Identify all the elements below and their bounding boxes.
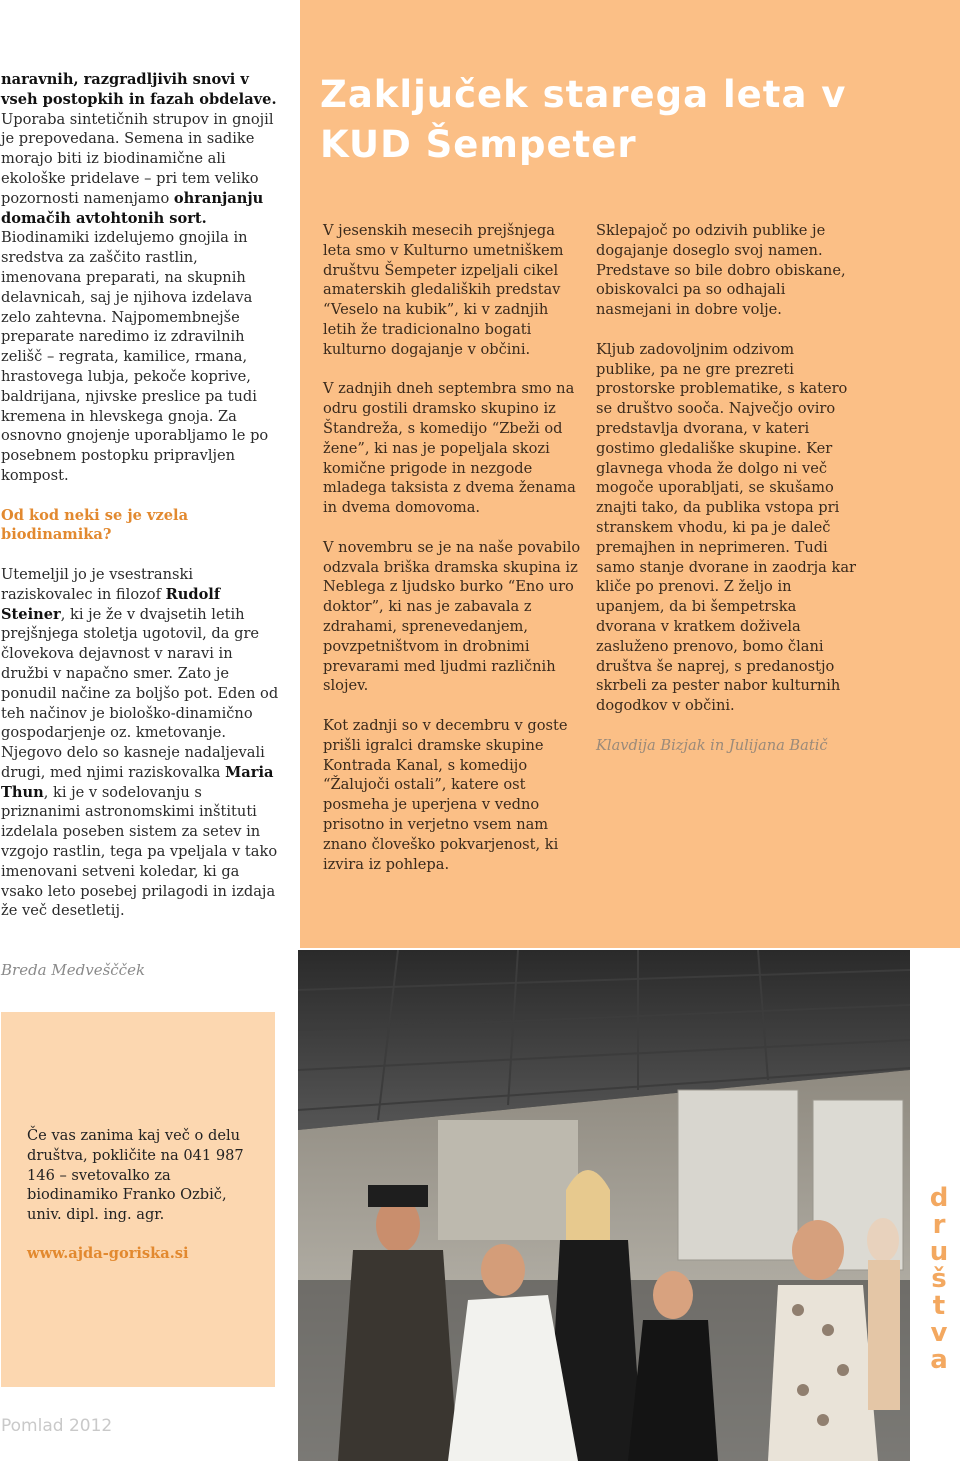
body-text: , ki je v sodelovanju s priznanimi astronomskimi inštituti izdelala poseben sistem za setev in vzgojo rastlin, tega pa vpeljala v tako imenovani setveni koledar, ki ga vsako leto posebej prilagodi in izdaja že več desetletij. — [1, 783, 278, 920]
emphasis-text: ohranjanju domačih avtohtonih sort. — [1, 189, 264, 227]
article-column-1 — [323, 221, 585, 894]
article-paragraph: Kot zadnji so v decembru v goste prišli igralci dramske skupine Kontrada Kanal, s komedijo “Žalujoči ostali”, katere ost posmeha je uperjena v vedno prisotno in verjetno vsem nam znano človeško pokvarjenost, ki izvira iz pohlepa. — [323, 716, 568, 873]
emphasis-text: Rudolf Steiner — [1, 585, 221, 623]
article-paragraph: V novembru se je na naše povabilo odzvala briška dramska skupina iz Neblega z ljudsko burko “Eno uro doktor”, ki nas je zabavala z zdrahami, sprenevedanjem, povzpetništvom in drobnimi prevarami med ljudmi različnih slojev. — [323, 538, 581, 695]
article-paragraph: V jesenskih mesecih prejšnjega leta smo v Kulturno umetniškem društvu Šempeter izpeljali cikel amaterskih gledaliških predstav “Veselo na kubik”, ki v zadnjih letih že tradicionalno bogati kulturno dogajanje v občini. — [323, 222, 564, 358]
article-panel — [300, 0, 960, 948]
left-paragraph-1 — [1, 70, 279, 486]
article-paragraph: Kljub zadovoljnim odzivom publike, pa ne gre prezreti prostorske problematike, s katero se društvo sooča. Največjo oviro predstavlja dvorana, v kateri gostimo gledališke skupine. Ker glavnega vhoda že dolgo ni več mogoče uporabljati, se skušamo znajti tako, da publika vstopa pri stranskem vhodu, ki pa je daleč premajhen in neprimeren. Tudi samo stanje dvorane in zaodrja kar kliče po prenovi. Z željo in upanjem, da bi šempetrska dvorana v kratkem doživela zasluženo prenovo, bomo člani društva še naprej, s predanostjo skrbeli za pester nabor kulturnih dogodkov v občini. — [596, 340, 857, 715]
title-line-2: KUD Šempeter — [320, 123, 637, 166]
left-subheading: Od kod neki se je vzela biodinamika? — [1, 506, 189, 544]
section-label-vertical — [925, 1185, 953, 1374]
theatre-photo — [298, 950, 910, 1461]
article-author: Klavdija Bizjak in Julijana Batič — [596, 736, 828, 754]
body-text: , ki je že v dvajsetih letih prejšnjega stoletja ugotovil, da gre človekova dejavnost v naravi in družbi v napačno smer. Zato je ponudil načine za boljšo pot. Eden od teh načinov je biološko-dinamično gospodarjenje oz. kmetovanje. Njegovo delo so kasneje nadaljevali drugi, med njimi raziskovalka — [1, 605, 279, 781]
body-text: Biodinamiki izdelujemo gnojila in sredstva za zaščito rastlin, imenovana preparati, na skupnih delavnicah, saj je njihova izdelava zelo zahtevna. Najpomembnejše preparate naredimo iz zdravilnih zelišč – regrata, kamilice, rmana, hrastovega lubja, pekoče koprive, baldrijana, njivske preslice pa tudi kremena in hlevskega gnoja. Za osnovno gnojenje uporabljamo le po posebnem postopku pripravljen kompost. — [1, 229, 269, 484]
title-line-1: Zaključek starega leta v — [320, 73, 847, 116]
section-label-letter: r — [932, 1210, 946, 1240]
body-text: Utemeljil jo je vsestranski raziskovalec in filozof — [1, 565, 193, 603]
article-paragraph: Sklepajoč po odzivih publike je dogajanje doseglo svoj namen. Predstave so bile dobro obiskane, obiskovalci pa so odhajali nasmejani in dobre volje. — [596, 222, 846, 319]
website-link[interactable]: www.ajda-goriska.si — [27, 1245, 189, 1262]
left-article-column — [1, 70, 279, 941]
article-column-2 — [596, 221, 858, 775]
section-label-letter: a — [930, 1345, 948, 1375]
article-title — [320, 70, 880, 170]
body-text: Uporaba sintetičnih strupov in gnojil je prepovedana. Semena in sadike morajo biti iz biodinamične ali ekološke pridelave – pri tem veliko pozornosti namenjamo — [1, 110, 274, 207]
theatre-photo-illustration — [298, 950, 910, 1461]
section-label-letter: u — [929, 1237, 949, 1267]
contact-box — [1, 1012, 275, 1387]
section-label-letter: v — [930, 1318, 948, 1348]
section-label-letter: d — [929, 1183, 949, 1213]
emphasis-text: naravnih, razgradljivih snovi v vseh postopkih in fazah obdelave. — [1, 71, 277, 108]
emphasis-text: Maria Thun — [1, 763, 274, 801]
section-label-letter: t — [932, 1291, 946, 1321]
contact-text: Če vas zanima kaj več o delu društva, pokličite na 041 987 146 – svetovalko za biodinamiko Franko Ozbič, univ. dipl. ing. agr. — [27, 1127, 244, 1224]
issue-footer: Pomlad 2012 — [1, 1416, 113, 1436]
left-author: Breda Medveščček — [1, 961, 146, 979]
section-label-letter: š — [931, 1264, 947, 1294]
left-paragraph-2 — [1, 565, 279, 921]
article-paragraph: V zadnjih dneh septembra smo na odru gostili dramsko skupino iz Štandreža, s komedijo “Zbeži od žene”, ki nas je popeljala skozi komične prigode in nezgode mladega taksista z dvema ženama in dvema domovoma. — [323, 380, 576, 517]
